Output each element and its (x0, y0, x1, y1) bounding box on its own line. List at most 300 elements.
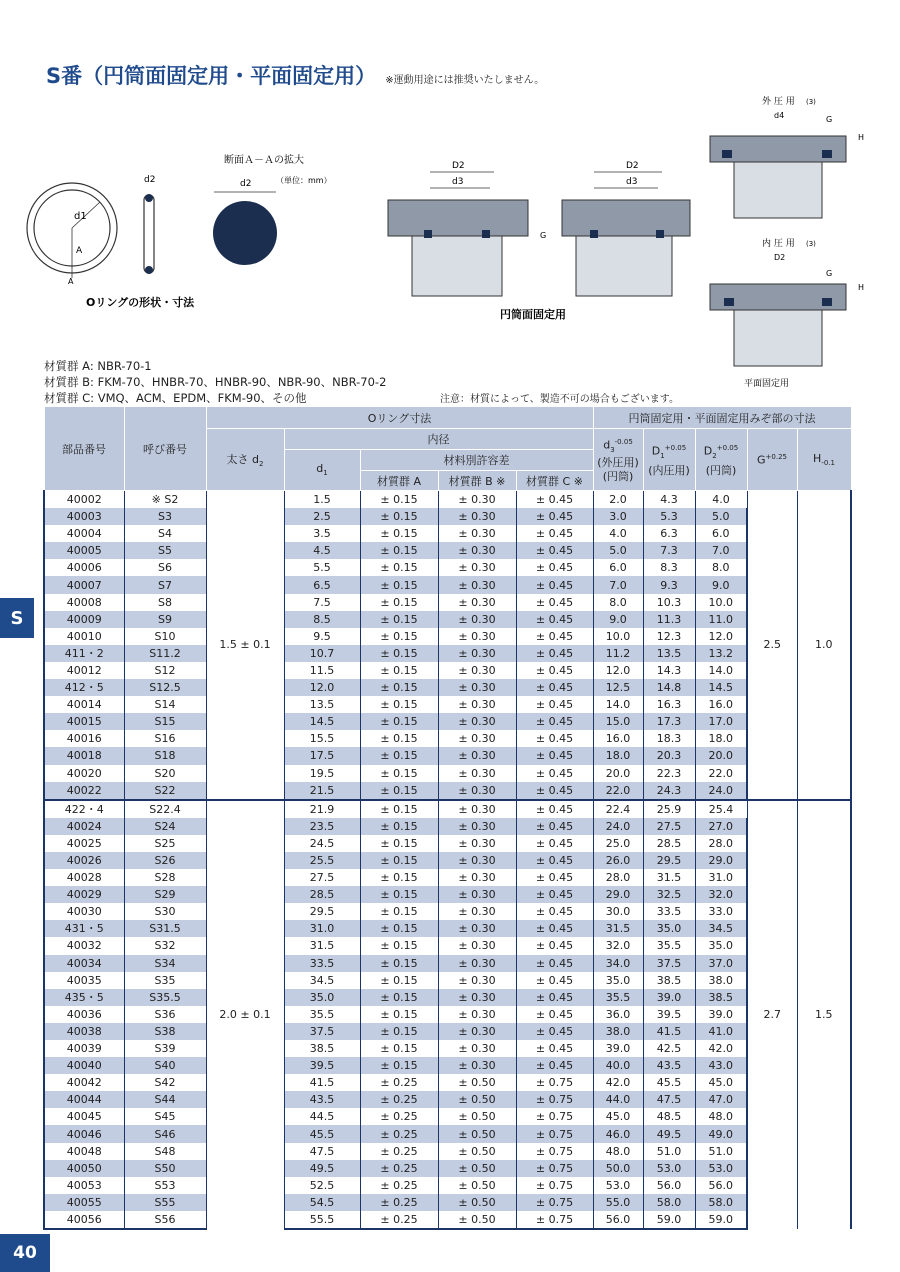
header-part-number: 部品番号 (44, 407, 124, 491)
header-G: $G^{+0.25}$ (747, 429, 797, 491)
cell-D1: 43.5 (643, 1057, 695, 1074)
table-row (44, 937, 851, 954)
cell-tol-b: ± 0.30 (438, 852, 516, 869)
dim-d3-label-1: d3 (452, 177, 464, 187)
cell-D1: 37.5 (643, 955, 695, 972)
cell-D1: 29.5 (643, 852, 695, 869)
spec-table (43, 406, 852, 1230)
cell-tol-a: ± 0.15 (360, 818, 438, 835)
cell-d1: 10.7 (284, 645, 360, 662)
cell-D1: 22.3 (643, 765, 695, 782)
cell-part-number: 40045 (44, 1108, 124, 1125)
cell-D1: 6.3 (643, 525, 695, 542)
cell-d3: 3.0 (593, 508, 643, 525)
oring-cross-section (213, 201, 277, 265)
cell-tol-a: ± 0.15 (360, 972, 438, 989)
cell-tol-b: ± 0.30 (438, 782, 516, 800)
cell-tol-a: ± 0.25 (360, 1177, 438, 1194)
cell-d3: 53.0 (593, 1177, 643, 1194)
cell-d3: 55.0 (593, 1194, 643, 1211)
cell-D1: 51.0 (643, 1143, 695, 1160)
cell-tol-a: ± 0.25 (360, 1074, 438, 1091)
cell-part-number: 40026 (44, 852, 124, 869)
cell-tol-c: ± 0.75 (516, 1177, 593, 1194)
material-group-a: 材質群 A: NBR-70-1 (44, 359, 152, 373)
cell-part-number: 40007 (44, 576, 124, 593)
cell-nominal-number: S9 (124, 611, 206, 628)
table-row (44, 818, 851, 835)
cell-tol-c: ± 0.45 (516, 886, 593, 903)
cell-part-number: 40056 (44, 1211, 124, 1229)
cell-D2: 53.0 (695, 1160, 747, 1177)
cell-D1: 4.3 (643, 491, 695, 509)
cell-tol-b: ± 0.30 (438, 594, 516, 611)
cell-tol-c: ± 0.75 (516, 1108, 593, 1125)
cell-d1: 55.5 (284, 1211, 360, 1229)
cell-nominal-number: ※ S2 (124, 491, 206, 509)
cell-tol-b: ± 0.50 (438, 1177, 516, 1194)
dim-d2-side-label: d2 (144, 175, 156, 185)
cell-d3: 26.0 (593, 852, 643, 869)
cell-nominal-number: S31.5 (124, 920, 206, 937)
table-row (44, 1177, 851, 1194)
cell-tol-b: ± 0.50 (438, 1143, 516, 1160)
table-row (44, 1091, 851, 1108)
table-row (44, 730, 851, 747)
cell-part-number: 40020 (44, 765, 124, 782)
ext-pressure-diagram (710, 95, 864, 218)
cell-tol-c: ± 0.45 (516, 696, 593, 713)
cell-G: 2.5 (747, 491, 797, 800)
cell-tol-c: ± 0.45 (516, 920, 593, 937)
cell-D2: 10.0 (695, 594, 747, 611)
cell-D2: 27.0 (695, 818, 747, 835)
cell-tol-b: ± 0.30 (438, 611, 516, 628)
cell-d3: 6.0 (593, 559, 643, 576)
cell-d3: 22.4 (593, 800, 643, 818)
header-mat-a: 材質群 A (360, 471, 438, 491)
cell-D2: 22.0 (695, 765, 747, 782)
cell-tol-a: ± 0.15 (360, 679, 438, 696)
table-row (44, 1160, 851, 1177)
cell-D2: 11.0 (695, 611, 747, 628)
cell-d1: 9.5 (284, 628, 360, 645)
cell-tol-b: ± 0.30 (438, 696, 516, 713)
cell-tol-c: ± 0.75 (516, 1160, 593, 1177)
int-pressure-diagram (710, 237, 864, 366)
int-note: (3) (806, 240, 816, 248)
cell-d1: 29.5 (284, 903, 360, 920)
cell-G: 2.7 (747, 800, 797, 1229)
cell-d3: 40.0 (593, 1057, 643, 1074)
material-group-b: 材質群 B: FKM-70、HNBR-70、HNBR-90、NBR-90、NBR-70-2 (44, 375, 387, 389)
cell-d1: 45.5 (284, 1125, 360, 1142)
cell-D2: 18.0 (695, 730, 747, 747)
cell-d3: 12.0 (593, 662, 643, 679)
cell-tol-b: ± 0.30 (438, 972, 516, 989)
cell-tol-b: ± 0.30 (438, 1006, 516, 1023)
cell-nominal-number: S15 (124, 713, 206, 730)
cell-nominal-number: S24 (124, 818, 206, 835)
cell-nominal-number: S10 (124, 628, 206, 645)
cell-d1: 34.5 (284, 972, 360, 989)
dim-G-label-ext: G (826, 115, 833, 124)
header-groove-dims: 円筒固定用・平面固定用みぞ部の寸法 (593, 407, 851, 429)
cell-d3: 35.0 (593, 972, 643, 989)
cell-tol-c: ± 0.45 (516, 747, 593, 764)
cell-D1: 5.3 (643, 508, 695, 525)
cell-tol-b: ± 0.30 (438, 542, 516, 559)
cell-tol-c: ± 0.45 (516, 730, 593, 747)
cell-d1: 2.5 (284, 508, 360, 525)
cell-d1: 24.5 (284, 835, 360, 852)
cell-D2: 12.0 (695, 628, 747, 645)
cell-nominal-number: S46 (124, 1125, 206, 1142)
table-row (44, 508, 851, 525)
cell-nominal-number: S38 (124, 1023, 206, 1040)
cell-tol-c: ± 0.45 (516, 679, 593, 696)
cell-tol-a: ± 0.15 (360, 747, 438, 764)
cell-D2: 35.0 (695, 937, 747, 954)
cell-D1: 58.0 (643, 1194, 695, 1211)
cell-part-number: 40016 (44, 730, 124, 747)
cell-d3: 25.0 (593, 835, 643, 852)
cell-part-number: 40024 (44, 818, 124, 835)
cell-nominal-number: S28 (124, 869, 206, 886)
dim-d3-label-2: d3 (626, 177, 638, 187)
cell-D2: 32.0 (695, 886, 747, 903)
cell-tol-c: ± 0.45 (516, 713, 593, 730)
cell-tol-c: ± 0.45 (516, 937, 593, 954)
cell-tol-a: ± 0.15 (360, 903, 438, 920)
cell-D2: 14.0 (695, 662, 747, 679)
cell-part-number: 40053 (44, 1177, 124, 1194)
cell-tol-a: ± 0.15 (360, 525, 438, 542)
caution-note: 注意：材質によって、製造不可の場合もございます。 (440, 394, 679, 405)
cell-d3: 8.0 (593, 594, 643, 611)
cell-tol-c: ± 0.45 (516, 594, 593, 611)
cell-d1: 17.5 (284, 747, 360, 764)
cell-nominal-number: S4 (124, 525, 206, 542)
cell-d3: 56.0 (593, 1211, 643, 1229)
cell-d1: 8.5 (284, 611, 360, 628)
cell-D1: 32.5 (643, 886, 695, 903)
cell-d1: 14.5 (284, 713, 360, 730)
oring-caption: Oリングの形状・寸法 (86, 296, 195, 309)
cell-tol-a: ± 0.15 (360, 886, 438, 903)
cell-tol-b: ± 0.30 (438, 920, 516, 937)
cell-D2: 42.0 (695, 1040, 747, 1057)
cell-tol-b: ± 0.30 (438, 730, 516, 747)
cell-nominal-number: S34 (124, 955, 206, 972)
unit-label: （単位：mm） (276, 176, 332, 185)
cell-part-number: 431・5 (44, 920, 124, 937)
cell-D2: 14.5 (695, 679, 747, 696)
table-row (44, 1057, 851, 1074)
cell-d1: 35.5 (284, 1006, 360, 1023)
cell-tol-c: ± 0.45 (516, 1023, 593, 1040)
cell-tol-a: ± 0.15 (360, 645, 438, 662)
cell-D1: 39.5 (643, 1006, 695, 1023)
cell-tol-a: ± 0.15 (360, 937, 438, 954)
cell-tol-b: ± 0.30 (438, 989, 516, 1006)
cell-D2: 51.0 (695, 1143, 747, 1160)
cell-D1: 11.3 (643, 611, 695, 628)
cell-D1: 27.5 (643, 818, 695, 835)
cell-tol-a: ± 0.15 (360, 1006, 438, 1023)
dim-G-label-cyl: G (540, 231, 547, 240)
cell-d1: 38.5 (284, 1040, 360, 1057)
cell-D2: 25.4 (695, 800, 747, 818)
cell-tol-c: ± 0.45 (516, 800, 593, 818)
cell-tol-b: ± 0.30 (438, 937, 516, 954)
cell-part-number: 40048 (44, 1143, 124, 1160)
cell-D2: 49.0 (695, 1125, 747, 1142)
cell-D1: 17.3 (643, 713, 695, 730)
dim-a-label-2: A (68, 277, 74, 286)
cell-tol-a: ± 0.15 (360, 1057, 438, 1074)
cell-D1: 59.0 (643, 1211, 695, 1229)
cell-d1: 54.5 (284, 1194, 360, 1211)
cell-D1: 20.3 (643, 747, 695, 764)
cell-d3: 7.0 (593, 576, 643, 593)
cell-tol-c: ± 0.45 (516, 628, 593, 645)
table-row (44, 955, 851, 972)
cell-tol-b: ± 0.30 (438, 818, 516, 835)
cell-tol-c: ± 0.45 (516, 903, 593, 920)
cell-d1: 43.5 (284, 1091, 360, 1108)
cell-tol-a: ± 0.15 (360, 628, 438, 645)
cell-D2: 8.0 (695, 559, 747, 576)
cell-tol-c: ± 0.45 (516, 559, 593, 576)
cell-thickness: 2.0 ± 0.1 (206, 800, 284, 1229)
dim-D2-label-2: D2 (626, 161, 639, 171)
cell-d3: 10.0 (593, 628, 643, 645)
table-row (44, 782, 851, 800)
cell-tol-c: ± 0.75 (516, 1143, 593, 1160)
cell-part-number: 435・5 (44, 989, 124, 1006)
cell-D1: 14.8 (643, 679, 695, 696)
header-tolerance: 材料別許容差 (360, 450, 593, 471)
cell-tol-b: ± 0.30 (438, 508, 516, 525)
cell-tol-b: ± 0.30 (438, 835, 516, 852)
cell-tol-c: ± 0.45 (516, 1057, 593, 1074)
cell-part-number: 422・4 (44, 800, 124, 818)
cell-D2: 59.0 (695, 1211, 747, 1229)
cell-d3: 11.2 (593, 645, 643, 662)
cell-d3: 36.0 (593, 1006, 643, 1023)
cell-d3: 29.0 (593, 886, 643, 903)
table-row (44, 662, 851, 679)
cell-tol-a: ± 0.15 (360, 696, 438, 713)
cell-part-number: 40035 (44, 972, 124, 989)
cell-nominal-number: S29 (124, 886, 206, 903)
ext-note: (3) (806, 98, 816, 106)
cell-D2: 48.0 (695, 1108, 747, 1125)
cell-nominal-number: S18 (124, 747, 206, 764)
dim-H-label-int: H (858, 283, 865, 292)
cell-tol-a: ± 0.15 (360, 989, 438, 1006)
title-note: ※運動用途には推奨いたしません。 (385, 75, 545, 86)
cell-d1: 1.5 (284, 491, 360, 509)
table-row (44, 852, 851, 869)
table-row (44, 525, 851, 542)
cell-thickness: 1.5 ± 0.1 (206, 491, 284, 800)
cell-nominal-number: S26 (124, 852, 206, 869)
cell-D2: 29.0 (695, 852, 747, 869)
cell-d1: 13.5 (284, 696, 360, 713)
cell-tol-b: ± 0.30 (438, 679, 516, 696)
cell-part-number: 40032 (44, 937, 124, 954)
cell-tol-c: ± 0.45 (516, 869, 593, 886)
cell-part-number: 40029 (44, 886, 124, 903)
cell-tol-c: ± 0.45 (516, 1040, 593, 1057)
cell-tol-c: ± 0.45 (516, 576, 593, 593)
cell-d1: 15.5 (284, 730, 360, 747)
cell-tol-c: ± 0.75 (516, 1194, 593, 1211)
cell-nominal-number: S5 (124, 542, 206, 559)
cell-tol-a: ± 0.15 (360, 542, 438, 559)
cell-d3: 38.0 (593, 1023, 643, 1040)
cell-D1: 39.0 (643, 989, 695, 1006)
cell-tol-a: ± 0.15 (360, 955, 438, 972)
table-row (44, 800, 851, 818)
cell-D1: 48.5 (643, 1108, 695, 1125)
cell-nominal-number: S22.4 (124, 800, 206, 818)
cell-d3: 31.5 (593, 920, 643, 937)
cell-nominal-number: S25 (124, 835, 206, 852)
cell-D1: 12.3 (643, 628, 695, 645)
cell-tol-b: ± 0.30 (438, 628, 516, 645)
cell-nominal-number: S20 (124, 765, 206, 782)
cell-D1: 38.5 (643, 972, 695, 989)
cell-D1: 13.5 (643, 645, 695, 662)
cell-tol-c: ± 0.45 (516, 645, 593, 662)
cell-part-number: 40046 (44, 1125, 124, 1142)
header-thickness: 太さ $d_2$ (206, 429, 284, 491)
dim-d4-label: d4 (774, 111, 785, 120)
cell-d1: 25.5 (284, 852, 360, 869)
cell-D1: 31.5 (643, 869, 695, 886)
cell-tol-a: ± 0.15 (360, 782, 438, 800)
table-row (44, 886, 851, 903)
cell-tol-c: ± 0.75 (516, 1125, 593, 1142)
cell-D1: 35.0 (643, 920, 695, 937)
cell-d3: 42.0 (593, 1074, 643, 1091)
table-row (44, 696, 851, 713)
cell-d1: 5.5 (284, 559, 360, 576)
cell-D1: 47.5 (643, 1091, 695, 1108)
cell-tol-b: ± 0.30 (438, 800, 516, 818)
cell-tol-a: ± 0.15 (360, 508, 438, 525)
cell-tol-a: ± 0.15 (360, 491, 438, 509)
cell-D1: 9.3 (643, 576, 695, 593)
cell-tol-b: ± 0.30 (438, 662, 516, 679)
cell-D1: 33.5 (643, 903, 695, 920)
cell-d1: 23.5 (284, 818, 360, 835)
cell-tol-a: ± 0.15 (360, 852, 438, 869)
cell-tol-a: ± 0.15 (360, 730, 438, 747)
table-row (44, 1040, 851, 1057)
header-D1: $D_1^{+0.05}$ (内圧用) (643, 429, 695, 491)
cell-tol-b: ± 0.30 (438, 955, 516, 972)
cell-D1: 56.0 (643, 1177, 695, 1194)
cell-tol-c: ± 0.75 (516, 1091, 593, 1108)
cell-tol-a: ± 0.15 (360, 765, 438, 782)
table-row (44, 645, 851, 662)
cell-d1: 33.5 (284, 955, 360, 972)
section-tab: S (0, 598, 34, 638)
cell-D2: 41.0 (695, 1023, 747, 1040)
cell-d3: 16.0 (593, 730, 643, 747)
dim-D2-label-1: D2 (452, 161, 465, 171)
cell-nominal-number: S32 (124, 937, 206, 954)
cell-D2: 56.0 (695, 1177, 747, 1194)
cell-tol-b: ± 0.30 (438, 765, 516, 782)
cell-d3: 28.0 (593, 869, 643, 886)
section-label: 断面Ａ－Ａの拡大 (224, 155, 304, 166)
cell-d1: 21.5 (284, 782, 360, 800)
cell-tol-a: ± 0.25 (360, 1211, 438, 1229)
cell-tol-b: ± 0.50 (438, 1091, 516, 1108)
oring-front-view (27, 183, 117, 286)
cell-H: 1.0 (797, 491, 851, 800)
cell-nominal-number: S11.2 (124, 645, 206, 662)
cell-d3: 45.0 (593, 1108, 643, 1125)
cell-nominal-number: S14 (124, 696, 206, 713)
cell-d3: 12.5 (593, 679, 643, 696)
table-row (44, 576, 851, 593)
cell-tol-c: ± 0.45 (516, 1006, 593, 1023)
cell-d3: 5.0 (593, 542, 643, 559)
cell-tol-c: ± 0.45 (516, 972, 593, 989)
cell-part-number: 412・5 (44, 679, 124, 696)
cell-tol-b: ± 0.30 (438, 747, 516, 764)
cell-d3: 15.0 (593, 713, 643, 730)
cell-D2: 31.0 (695, 869, 747, 886)
cell-tol-b: ± 0.50 (438, 1074, 516, 1091)
cell-D2: 24.0 (695, 782, 747, 800)
cell-tol-c: ± 0.45 (516, 542, 593, 559)
cell-d3: 39.0 (593, 1040, 643, 1057)
cell-part-number: 40008 (44, 594, 124, 611)
cell-D2: 58.0 (695, 1194, 747, 1211)
cell-d3: 24.0 (593, 818, 643, 835)
cell-tol-c: ± 0.45 (516, 508, 593, 525)
title-main: S番（円筒面固定用・平面固定用） (46, 64, 377, 88)
cell-D1: 8.3 (643, 559, 695, 576)
cell-tol-a: ± 0.15 (360, 662, 438, 679)
int-label: 内 圧 用 (762, 239, 795, 249)
cell-D2: 17.0 (695, 713, 747, 730)
cell-nominal-number: S39 (124, 1040, 206, 1057)
table-row (44, 1194, 851, 1211)
cell-tol-c: ± 0.75 (516, 1211, 593, 1229)
cell-tol-a: ± 0.25 (360, 1125, 438, 1142)
cell-part-number: 40028 (44, 869, 124, 886)
cell-tol-c: ± 0.45 (516, 782, 593, 800)
cell-tol-c: ± 0.75 (516, 1074, 593, 1091)
cell-tol-b: ± 0.50 (438, 1108, 516, 1125)
cell-part-number: 40005 (44, 542, 124, 559)
cell-D1: 25.9 (643, 800, 695, 818)
cell-H: 1.5 (797, 800, 851, 1229)
cell-part-number: 40036 (44, 1006, 124, 1023)
table-row (44, 972, 851, 989)
cylinder-diagram-right (540, 161, 690, 296)
table-row (44, 1108, 851, 1125)
cell-nominal-number: S12.5 (124, 679, 206, 696)
